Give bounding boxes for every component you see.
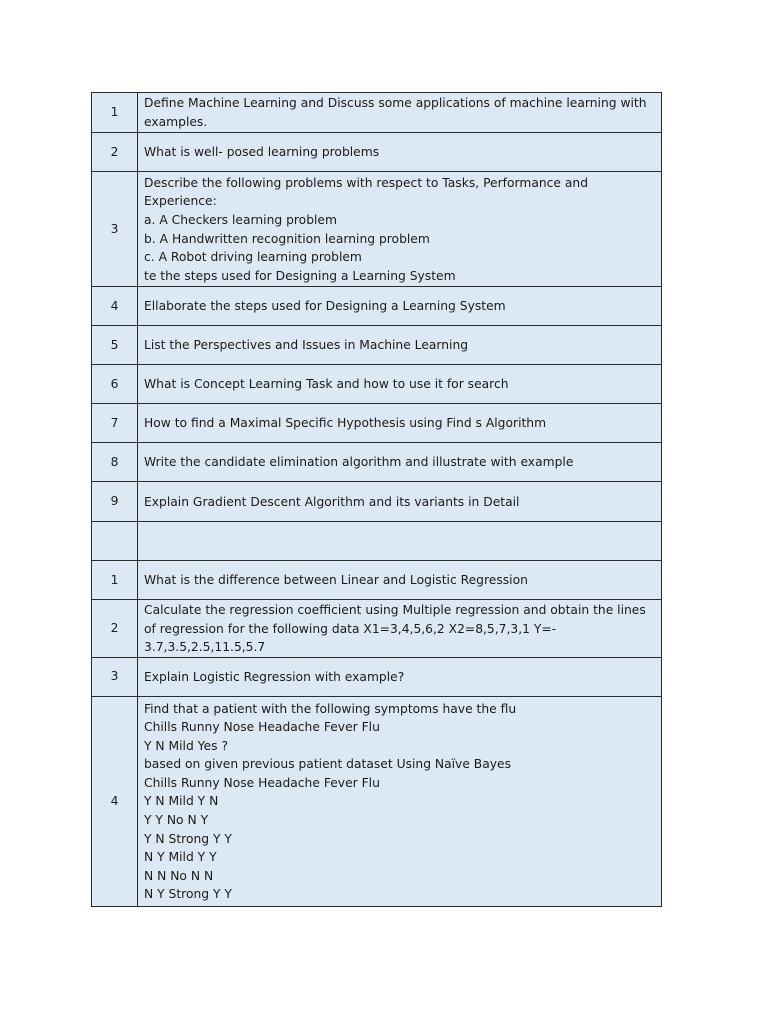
question-text-line: Y Y No N Y: [144, 813, 209, 828]
question-text: [138, 482, 662, 522]
question-row: [92, 365, 662, 404]
question-number: 9: [92, 482, 138, 522]
question-row: [92, 93, 662, 133]
question-text-line: N Y Mild Y Y: [144, 850, 217, 865]
question-table: [91, 92, 662, 907]
question-text-line: N Y Strong Y Y: [144, 887, 232, 902]
question-text-line: b. A Handwritten recognition learning problem: [144, 231, 430, 246]
question-number: 5: [92, 326, 138, 365]
question-text: [138, 93, 662, 133]
question-text-line: How to find a Maximal Specific Hypothesis using Find s Algorithm: [144, 416, 547, 431]
question-text-line: Chills Runny Nose Headache Fever Flu: [144, 775, 380, 790]
question-number: 3: [92, 172, 138, 287]
question-text: [138, 657, 662, 696]
question-text-line: Write the candidate elimination algorithm and illustrate with example: [144, 455, 574, 470]
question-text-line: N N No N N: [144, 868, 214, 883]
question-text: [138, 600, 662, 658]
question-text-line: What is the difference between Linear and Logistic Regression: [144, 573, 528, 588]
question-number: 8: [92, 443, 138, 482]
question-text: [138, 172, 662, 287]
question-text-line: Chills Runny Nose Headache Fever Flu: [144, 720, 380, 735]
question-number: 1: [92, 561, 138, 600]
question-text-line: Describe the following problems with respect to Tasks, Performance and: [144, 175, 589, 190]
question-text: [138, 443, 662, 482]
question-number: 3: [92, 657, 138, 696]
question-text-line: What is Concept Learning Task and how to use it for search: [144, 377, 509, 392]
question-number: 2: [92, 133, 138, 172]
question-text-line: Define Machine Learning and Discuss some applications of machine learning with: [144, 96, 647, 111]
question-text-line: Explain Gradient Descent Algorithm and its variants in Detail: [144, 494, 520, 509]
question-number: 7: [92, 404, 138, 443]
question-text-line: Explain Logistic Regression with example?: [144, 669, 405, 684]
question-text-line: c. A Robot driving learning problem: [144, 250, 362, 265]
question-text: [138, 561, 662, 600]
question-row: [92, 326, 662, 365]
question-number: 2: [92, 600, 138, 658]
question-text-line: List the Perspectives and Issues in Machine Learning: [144, 338, 469, 353]
question-text-line: Ellaborate the steps used for Designing a Learning System: [144, 299, 506, 314]
question-text-line: te the steps used for Designing a Learning System: [144, 268, 456, 283]
question-row: [92, 443, 662, 482]
question-text: [138, 522, 662, 561]
question-number: [92, 522, 138, 561]
question-text-line: 3.7,3.5,2.5,11.5,5.7: [144, 640, 266, 655]
question-text: [138, 365, 662, 404]
question-row: [92, 404, 662, 443]
question-table-body: [92, 93, 662, 907]
question-text-line: a. A Checkers learning problem: [144, 212, 337, 227]
question-text-line: What is well- posed learning problems: [144, 145, 380, 160]
question-row: [92, 172, 662, 287]
question-text-line: Y N Mild Y N: [144, 794, 219, 809]
question-text: [138, 326, 662, 365]
question-number: 6: [92, 365, 138, 404]
question-text-line: Find that a patient with the following symptoms have the flu: [144, 701, 517, 716]
question-row: [92, 522, 662, 561]
question-row: [92, 561, 662, 600]
question-row: [92, 133, 662, 172]
question-number: 4: [92, 696, 138, 906]
question-text: [138, 404, 662, 443]
question-text-line: Y N Strong Y Y: [144, 831, 232, 846]
question-text-line: of regression for the following data X1=3,4,5,6,2 X2=8,5,7,3,1 Y=-: [144, 621, 557, 636]
question-text: [138, 133, 662, 172]
question-row: [92, 600, 662, 658]
question-row: [92, 696, 662, 906]
question-number: 1: [92, 93, 138, 133]
question-text-line: Y N Mild Yes ?: [144, 738, 228, 753]
question-row: [92, 287, 662, 326]
question-text: [138, 287, 662, 326]
question-number: 4: [92, 287, 138, 326]
question-text-line: Experience:: [144, 194, 217, 209]
question-text-line: based on given previous patient dataset Using Naïve Bayes: [144, 757, 512, 772]
question-row: [92, 482, 662, 522]
question-row: [92, 657, 662, 696]
question-text-line: Calculate the regression coefficient using Multiple regression and obtain the lines: [144, 603, 646, 617]
question-text: [138, 696, 662, 906]
question-text-line: examples.: [144, 115, 208, 129]
